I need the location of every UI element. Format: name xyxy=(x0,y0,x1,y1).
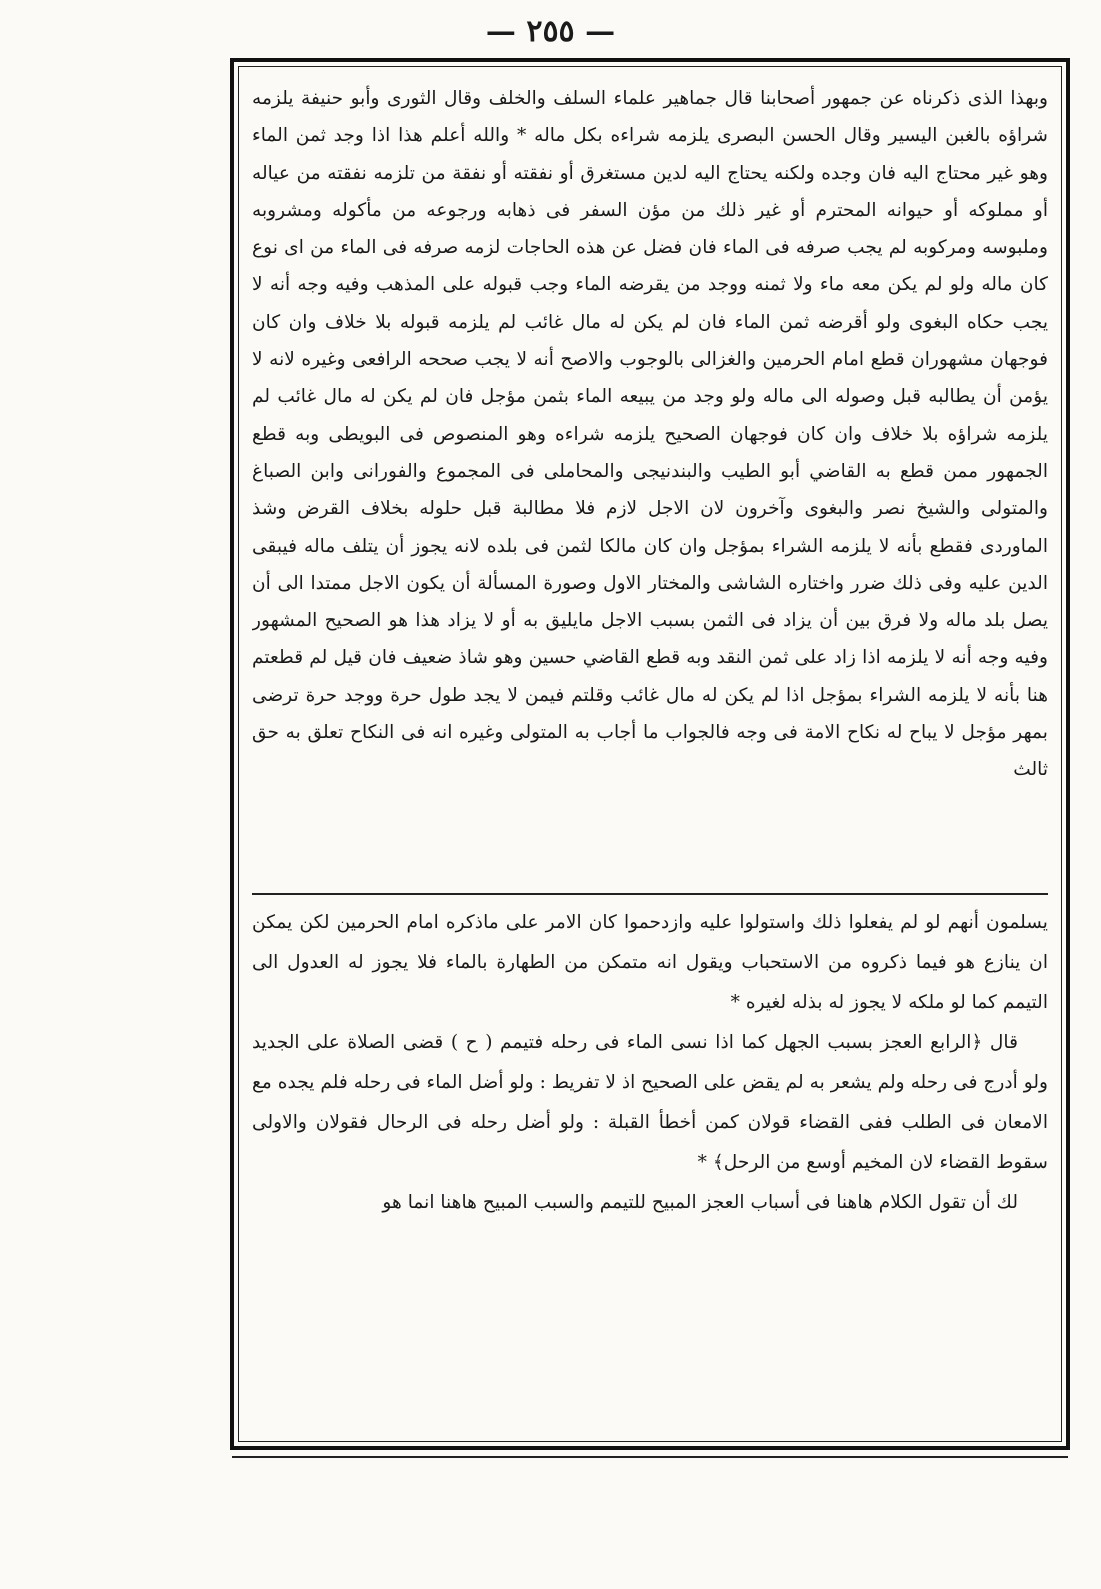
section-divider xyxy=(252,893,1048,895)
commentary-paragraph-continued: لك أن تقول الكلام هاهنا فى أسباب العجز المبيح للتيمم والسبب المبيح هاهنا انما هو xyxy=(382,1192,1018,1213)
text-frame xyxy=(230,58,1070,1450)
bottom-rule xyxy=(232,1456,1068,1458)
main-text xyxy=(252,80,1048,885)
main-paragraph: وبهذا الذى ذكرناه عن جمهور أصحابنا قال جماهير علماء السلف والخلف وقال الثورى وأبو حنيفة يلزمه شراؤه بالغبن اليسير وقال الحسن البصرى يلزمه شراءه بكل ماله * والله أعلم هذا اذا وجد ثمن الماء وهو غير محتاج اليه فان وجده ولكنه يحتاج اليه لدين مستغرق أو نفقته أو نفقة من تلزمه نفقته من عياله أو مملوكه أو حيوانه المحترم أو غير ذلك من مؤن السفر فى ذهابه ورجوعه من مأكوله ومشروبه وملبوسه ومركوبه لم يجب صرفه فى الماء فان فضل عن هذه الحاجات لزمه صرفه فى الماء من اى نوع كان ماله ولو لم يكن معه ماء ولا ثمنه ووجد من يقرضه الماء وجب قبوله على المذهب وفيه وجه أنه لا يجب حكاه البغوى ولو أقرضه ثمن الماء فان لم يكن له مال غائب لم يلزمه قبوله بلا خلاف وان كان فوجهان مشهوران قطع امام الحرمين والغزالى بالوجوب والاصح أنه لا يجب صححه الرافعى وغيره لانه لا يؤمن أن يطالبه قبل وصوله الى ماله ولو وجد من يبيعه الماء بثمن مؤجل فان لم يكن له مال غائب لم يلزمه شراؤه بلا خلاف وان كان فوجهان الصحيح يلزمه شراءه وهو المنصوص فى البويطى وبه قطع الجمهور ممن قطع به القاضي أبو الطيب والبندنيجى والمحاملى فى المجموع والفورانى وابن الصباغ والمتولى والشيخ نصر والبغوى وآخرون لان الاجل لازم فلا مطالبة قبل حلوله بخلاف القرض وشذ الماوردى فقطع بأنه لا يلزمه الشراء بمؤجل وان كان مالكا لثمن فى بلده لانه يجوز أن يتلف ماله فيبقى الدين عليه وفى ذلك ضرر واختاره الشاشى والمختار الاول وصورة المسألة أن يكون الاجل ممتدا الى أن يصل بلد ماله ولا فرق بين أن يزاد فى الثمن بسبب الاجل مايليق به أو لا يزاد هذا هو الصحيح المشهور وفيه وجه أنه لا يلزمه اذا زاد على ثمن النقد وبه قطع القاضي حسين وهو شاذ ضعيف فان قيل لم قطعتم هنا بأنه لا يلزمه الشراء بمؤجل اذا لم يكن له مال غائب وقلتم فيمن لا يجد طول حرة ووجد حرة ترضى بمهر مؤجل لا يباح له نكاح الامة فى وجه فالجواب ما أجاب به المتولى وغيره انه فى النكاح تعلق به حق ثالث xyxy=(252,88,1048,781)
lower-commentary xyxy=(252,903,1048,1223)
page-number: — ٢٥٥ — xyxy=(485,14,616,49)
commentary-paragraph: يسلمون أنهم لو لم يفعلوا ذلك واستولوا عليه وازدحموا كان الامر على ماذكره امام الحرمين لكن يمكن ان ينازع هو فيما ذكروه من الاستحباب ويقول انه متمكن من الطهارة بالماء فلا يجوز له العدول الى التيمم كما لو ملكه لا يجوز له بذله لغيره * xyxy=(252,912,1048,1013)
quoted-text-paragraph: قال ﴿الرابع العجز بسبب الجهل كما اذا نسى الماء فى رحله فتيمم ( ح ) قضى الصلاة على الجديد ولو أدرج فى رحله ولم يشعر به لم يقض على الصحيح اذ لا تفريط : ولو أضل الماء فى رحله فلم يجده مع الامعان فى الطلب ففى القضاء قولان كمن أخطأ القبلة : ولو أضل رحله فى الرحال فقولان والاولى سقوط القضاء لان المخيم أوسع من الرحل﴾ * xyxy=(252,1032,1048,1173)
page-content xyxy=(252,80,1048,1428)
